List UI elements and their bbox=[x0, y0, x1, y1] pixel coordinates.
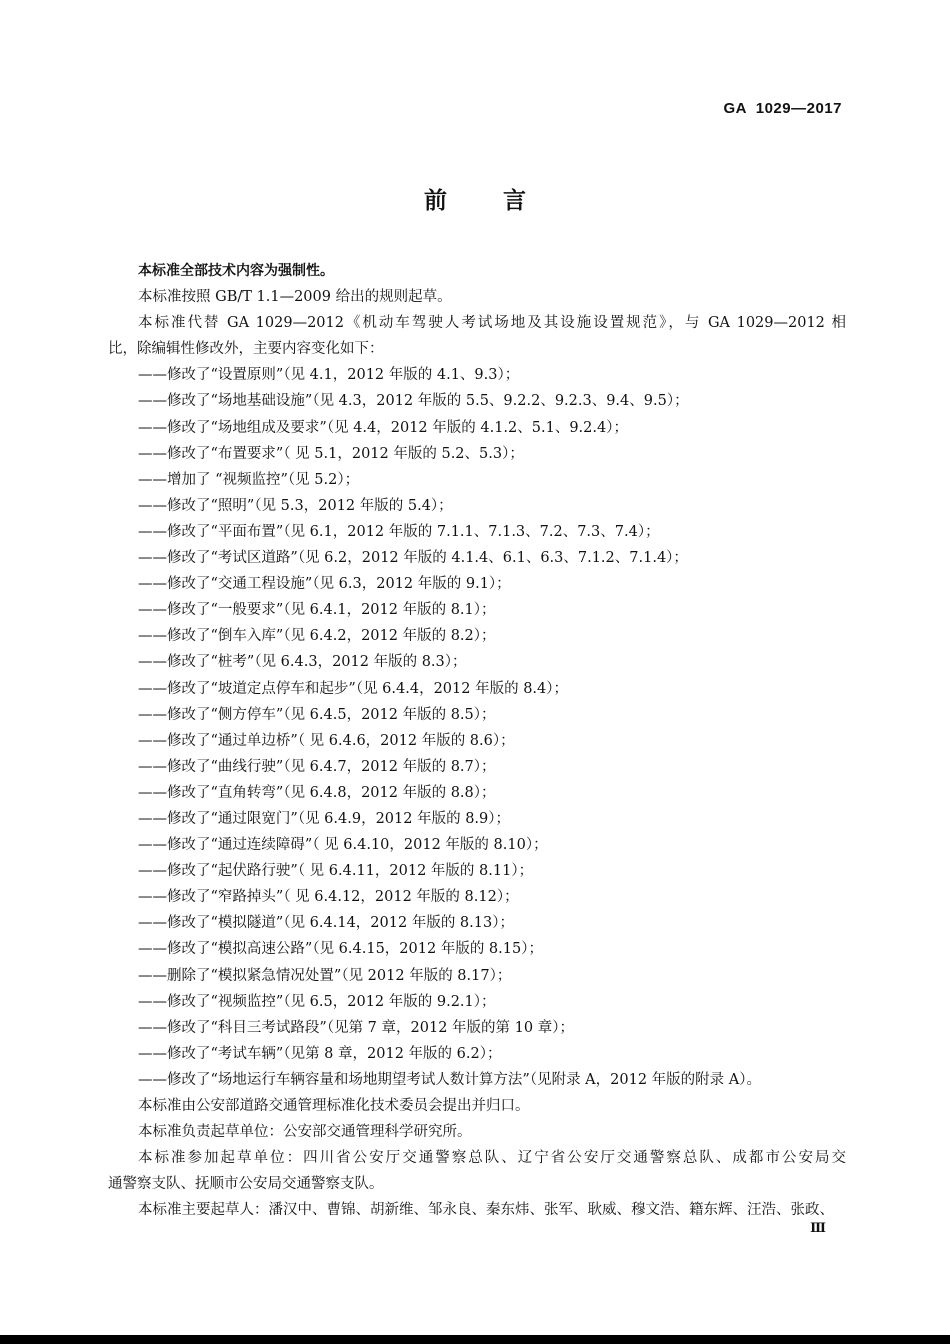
change-item: ——修改了“布置要求”（ 见 5.1，2012 年版的 5.2、5.3）； bbox=[138, 445, 524, 462]
paragraph-line: 本标准参加起草单位：四川省公安厅交通警察总队、辽宁省公安厅交通警察总队、成都市公安局交 bbox=[138, 1150, 846, 1167]
change-item: ——修改了“考试车辆”（见第 8 章，2012 年版的 6.2）； bbox=[138, 1045, 502, 1062]
paragraph-line: 本标准主要起草人：潘汉中、曹锦、胡新维、邹永良、秦东炜、张军、耿威、穆文浩、籍东辉、汪浩、张政、 bbox=[138, 1202, 834, 1219]
paragraph-line: 比，除编辑性修改外，主要内容变化如下： bbox=[108, 341, 384, 358]
change-item: ——修改了“直角转弯”（见 6.4.8，2012 年版的 8.8）； bbox=[138, 784, 496, 801]
change-item: ——修改了“模拟高速公路”（见 6.4.15，2012 年版的 8.15）； bbox=[138, 941, 543, 958]
change-item: ——增加了 “视频监控”（见 5.2）； bbox=[138, 471, 360, 488]
change-item: ——修改了“通过连续障碍”（ 见 6.4.10，2012 年版的 8.10）； bbox=[138, 837, 548, 854]
foreword-body bbox=[108, 258, 846, 1223]
change-item: ——修改了“曲线行驶”（见 6.4.7，2012 年版的 8.7）； bbox=[138, 758, 496, 775]
paragraph-line: 通警察支队、抚顺市公安局交通警察支队。 bbox=[108, 1176, 384, 1193]
change-item: ——修改了“一般要求”（见 6.4.1，2012 年版的 8.1）； bbox=[138, 602, 496, 619]
bottom-rule bbox=[0, 1335, 950, 1344]
page-title: 前言 bbox=[424, 188, 582, 214]
change-item: ——修改了“坡道定点停车和起步”（见 6.4.4，2012 年版的 8.4）； bbox=[138, 680, 569, 697]
mandatory-statement: 本标准全部技术内容为强制性。 bbox=[138, 263, 334, 279]
change-item: ——修改了“窄路掉头”（ 见 6.4.12，2012 年版的 8.12）； bbox=[138, 889, 519, 906]
change-item: ——修改了“通过限宽门”（见 6.4.9，2012 年版的 8.9）； bbox=[138, 810, 511, 827]
paragraph-line: 本标准负责起草单位：公安部交通管理科学研究所。 bbox=[138, 1124, 472, 1141]
change-item: ——修改了“场地基础设施”（见 4.3，2012 年版的 5.5、9.2.2、9.2.3、9.4、9.5）； bbox=[138, 393, 689, 410]
change-item: ——修改了“考试区道路”（见 6.2，2012 年版的 4.1.4、6.1、6.3、7.1.2、7.1.4）； bbox=[138, 550, 688, 567]
change-item: ——修改了“照明”（见 5.3，2012 年版的 5.4）； bbox=[138, 497, 453, 514]
change-item: ——修改了“平面布置”（见 6.1，2012 年版的 7.1.1、7.1.3、7.2、7.3、7.4）； bbox=[138, 523, 660, 540]
change-item: ——修改了“侧方停车”（见 6.4.5，2012 年版的 8.5）； bbox=[138, 706, 496, 723]
change-item: ——修改了“设置原则”（见 4.1，2012 年版的 4.1、9.3）； bbox=[138, 367, 520, 384]
change-item: ——修改了“场地运行车辆容量和场地期望考试人数计算方法”（见附录 A，2012 年版的附录 A）。 bbox=[138, 1071, 761, 1088]
change-item: ——修改了“场地组成及要求”（见 4.4，2012 年版的 4.1.2、5.1、9.2.4）； bbox=[138, 419, 628, 436]
paragraph-line: 本标准按照 GB/T 1.1—2009 给出的规则起草。 bbox=[138, 289, 452, 306]
change-item: ——删除了“模拟紧急情况处置”（见 2012 年版的 8.17）； bbox=[138, 967, 512, 984]
change-item: ——修改了“模拟隧道”（见 6.4.14，2012 年版的 8.13）； bbox=[138, 915, 514, 932]
standard-code: GA 1029—2017 bbox=[723, 100, 842, 117]
change-item: ——修改了“科目三考试路段”（见第 7 章，2012 年版的第 10 章）； bbox=[138, 1019, 574, 1036]
change-item: ——修改了“视频监控”（见 6.5，2012 年版的 9.2.1）； bbox=[138, 993, 496, 1010]
change-item: ——修改了“起伏路行驶”（ 见 6.4.11，2012 年版的 8.11）； bbox=[138, 863, 534, 880]
paragraph-line: 本标准代替 GA 1029—2012《机动车驾驶人考试场地及其设施设置规范》，与 GA 1029—2012 相 bbox=[138, 315, 846, 332]
paragraph-line: 本标准由公安部道路交通管理标准化技术委员会提出并归口。 bbox=[138, 1098, 530, 1114]
page-number: Ⅲ bbox=[810, 1221, 826, 1236]
change-item: ——修改了“倒车入库”（见 6.4.2，2012 年版的 8.2）； bbox=[138, 628, 496, 645]
change-item: ——修改了“桩考”（见 6.4.3，2012 年版的 8.3）； bbox=[138, 654, 467, 671]
change-item: ——修改了“交通工程设施”（见 6.3，2012 年版的 9.1）； bbox=[138, 576, 511, 593]
change-item: ——修改了“通过单边桥”（ 见 6.4.6，2012 年版的 8.6）； bbox=[138, 732, 515, 749]
